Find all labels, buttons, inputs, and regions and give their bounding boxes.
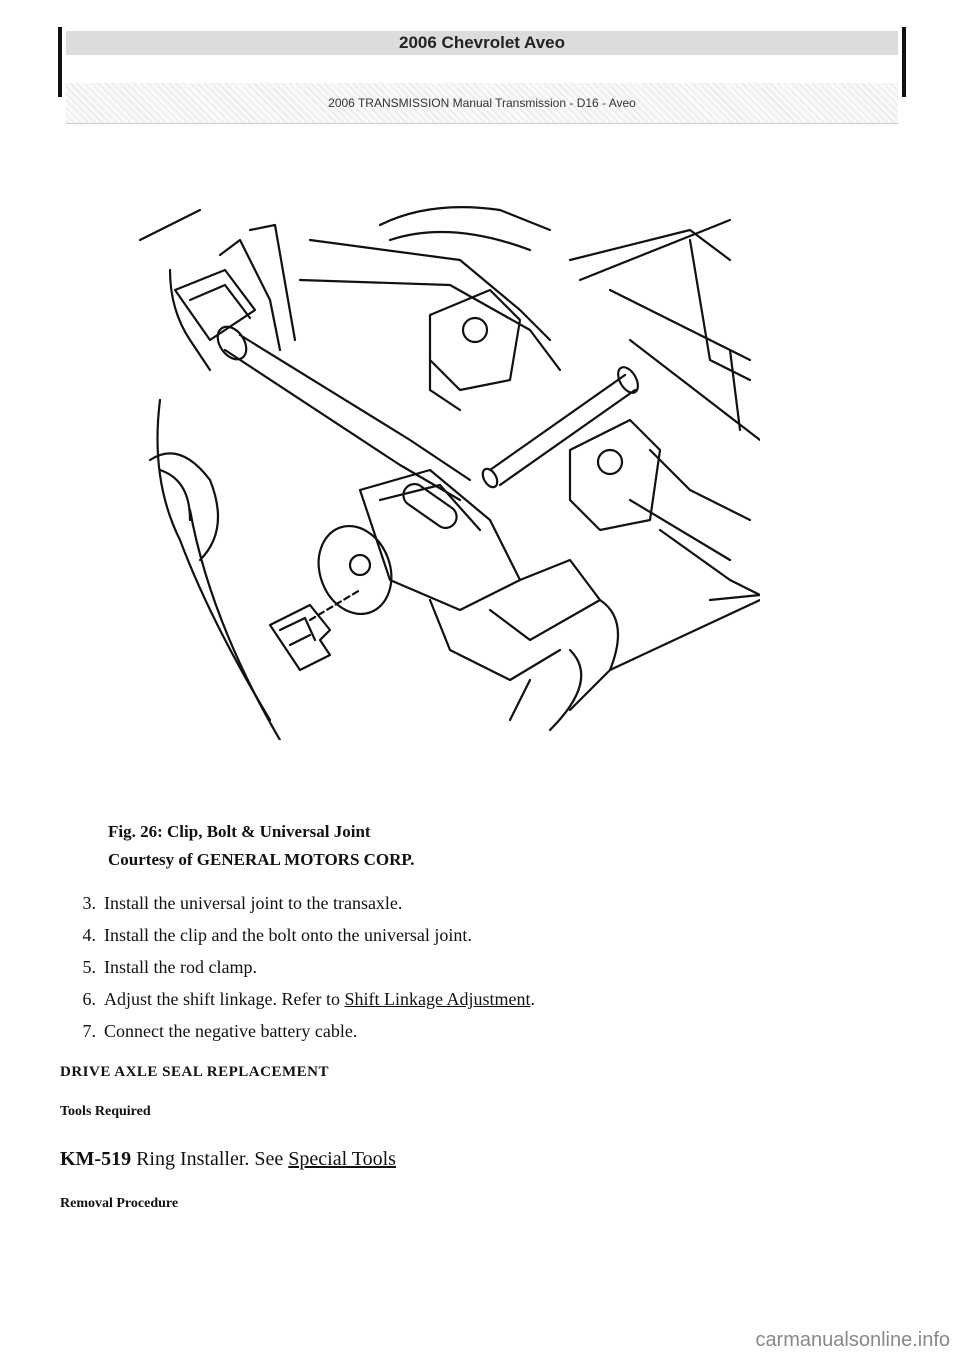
header-right-rule	[902, 27, 906, 97]
figure-caption	[108, 818, 415, 874]
tool-description: Ring Installer. See	[131, 1148, 289, 1170]
list-item	[60, 890, 920, 922]
step-text-end: .	[530, 989, 535, 1009]
list-item	[60, 954, 920, 986]
step-text: Adjust the shift linkage. Refer to	[104, 989, 345, 1009]
list-item	[60, 986, 920, 1018]
document-subtitle: 2006 TRANSMISSION Manual Transmission - D16 - Aveo	[66, 83, 898, 124]
step-number: 3.	[82, 893, 96, 913]
special-tools-link[interactable]: Special Tools	[288, 1148, 396, 1170]
tools-required-heading: Tools Required	[60, 1104, 151, 1119]
tool-name: KM-519	[60, 1148, 132, 1170]
watermark: carmanualsonline.info	[755, 1329, 950, 1351]
illustration-universal-joint	[130, 200, 760, 740]
page-header	[58, 27, 906, 110]
step-text: Install the rod clamp.	[104, 957, 257, 977]
figure-caption-credit: Courtesy of GENERAL MOTORS CORP.	[108, 850, 415, 869]
figure-caption-title: Fig. 26: Clip, Bolt & Universal Joint	[108, 822, 371, 841]
tool-line	[60, 1148, 396, 1171]
step-number: 6.	[82, 989, 96, 1009]
document-title: 2006 Chevrolet Aveo	[66, 31, 898, 55]
step-number: 7.	[82, 1021, 96, 1041]
header-left-rule	[58, 27, 62, 97]
section-heading: DRIVE AXLE SEAL REPLACEMENT	[60, 1064, 329, 1080]
step-text: Connect the negative battery cable.	[104, 1021, 358, 1041]
step-number: 5.	[82, 957, 96, 977]
shift-linkage-adjustment-link[interactable]: Shift Linkage Adjustment	[344, 989, 531, 1009]
removal-procedure-heading: Removal Procedure	[60, 1196, 179, 1211]
list-item	[60, 922, 920, 954]
procedure-steps	[60, 890, 920, 1050]
list-item	[60, 1018, 920, 1050]
step-number: 4.	[82, 925, 96, 945]
step-text: Install the clip and the bolt onto the universal joint.	[104, 925, 472, 945]
step-text: Install the universal joint to the transaxle.	[104, 893, 403, 913]
